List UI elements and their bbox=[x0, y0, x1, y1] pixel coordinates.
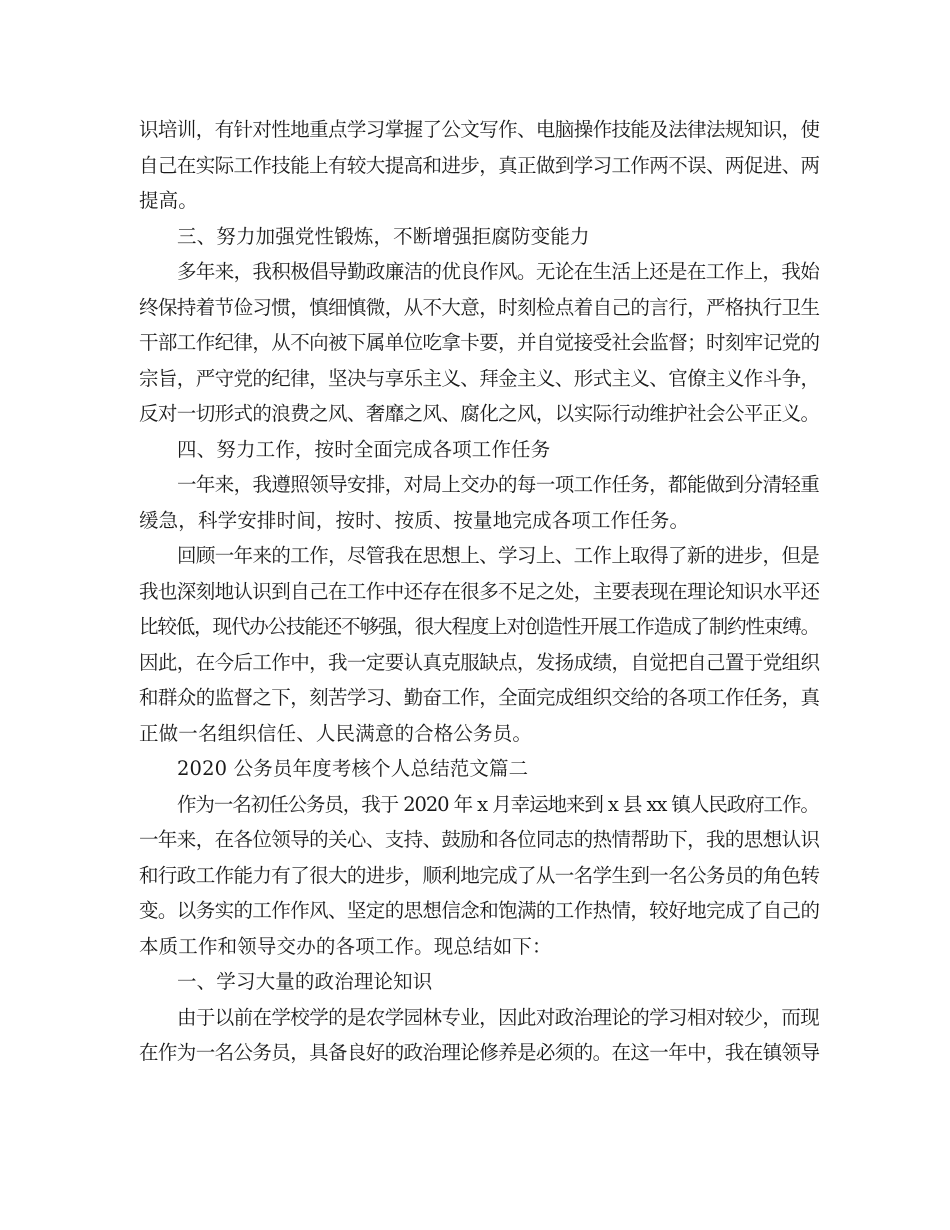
text-line: 反对一切形式的浪费之风、奢靡之风、腐化之风，以实际行动维护社会公平正义。 bbox=[139, 402, 820, 425]
text-line: 终保持着节俭习惯，慎细慎微，从不大意，时刻检点着自己的言行，严格执行卫生 bbox=[139, 295, 820, 319]
text-line: 变。以务实的工作作风、坚定的思想信念和饱满的工作热情，较好地完成了自己的 bbox=[139, 899, 820, 922]
text-line: 干部工作纪律，从不向被下属单位吃拿卡要，并自觉接受社会监督；时刻牢记党的 bbox=[139, 331, 820, 354]
text-line: 三、努力加强党性锻炼，不断增强拒腐防变能力 bbox=[177, 224, 590, 248]
text-line: 和行政工作能力有了很大的进步，顺利地完成了从一名学生到一名公务员的角色转 bbox=[139, 863, 820, 887]
text-line: 本质工作和领导交办的各项工作。现总结如下： bbox=[139, 934, 552, 958]
text-line: 识培训，有针对性地重点学习掌握了公文写作、电脑操作技能及法律法规知识，使 bbox=[139, 118, 820, 141]
text-line: 在作为一名公务员，具备良好的政治理论修养是必须的。在这一年中，我在镇领导 bbox=[139, 1041, 820, 1064]
text-line: 正做一名组织信任、人民满意的合格公务员。 bbox=[139, 721, 533, 745]
text-line: 作为一名初任公务员，我于 2020 年 x 月幸运地来到 x 县 xx 镇人民政府工作。 bbox=[177, 792, 819, 816]
document-body bbox=[139, 112, 819, 1071]
text-line: 和群众的监督之下，刻苦学习、勤奋工作，全面完成组织交给的各项工作任务，真 bbox=[139, 686, 820, 709]
text-line: 多年来，我积极倡导勤政廉洁的优良作风。无论在生活上还是在工作上，我始 bbox=[177, 260, 820, 283]
text-line: 一年来，我遵照领导安排，对局上交办的每一项工作任务，都能做到分清轻重 bbox=[177, 473, 820, 496]
text-line: 因此，在今后工作中，我一定要认真克服缺点，发扬成绩，自觉把自己置于党组织 bbox=[139, 650, 820, 674]
text-line: 宗旨，严守党的纪律，坚决与享乐主义、拜金主义、形式主义、官僚主义作斗争， bbox=[139, 366, 820, 390]
text-line: 比较低，现代办公技能还不够强，很大程度上对创造性开展工作造成了制约性束缚。 bbox=[139, 615, 820, 638]
text-line: 一、学习大量的政治理论知识 bbox=[177, 970, 433, 993]
text-line: 我也深刻地认识到自己在工作中还存在很多不足之处，主要表现在理论知识水平还 bbox=[139, 579, 820, 603]
text-line: 回顾一年来的工作，尽管我在思想上、学习上、工作上取得了新的进步，但是 bbox=[177, 544, 820, 567]
text-line: 提高。 bbox=[139, 189, 198, 212]
text-line: 四、努力工作，按时全面完成各项工作任务 bbox=[177, 437, 551, 461]
text-line: 2020 公务员年度考核个人总结范文篇二 bbox=[177, 757, 529, 780]
text-line: 一年来，在各位领导的关心、支持、鼓励和各位同志的热情帮助下，我的思想认识 bbox=[139, 828, 820, 851]
text-line: 自己在实际工作技能上有较大提高和进步，真正做到学习工作两不误、两促进、两 bbox=[139, 153, 820, 177]
text-line: 由于以前在学校学的是农学园林专业，因此对政治理论的学习相对较少，而现 bbox=[177, 1005, 820, 1029]
text-line: 缓急，科学安排时间，按时、按质、按量地完成各项工作任务。 bbox=[139, 508, 690, 532]
